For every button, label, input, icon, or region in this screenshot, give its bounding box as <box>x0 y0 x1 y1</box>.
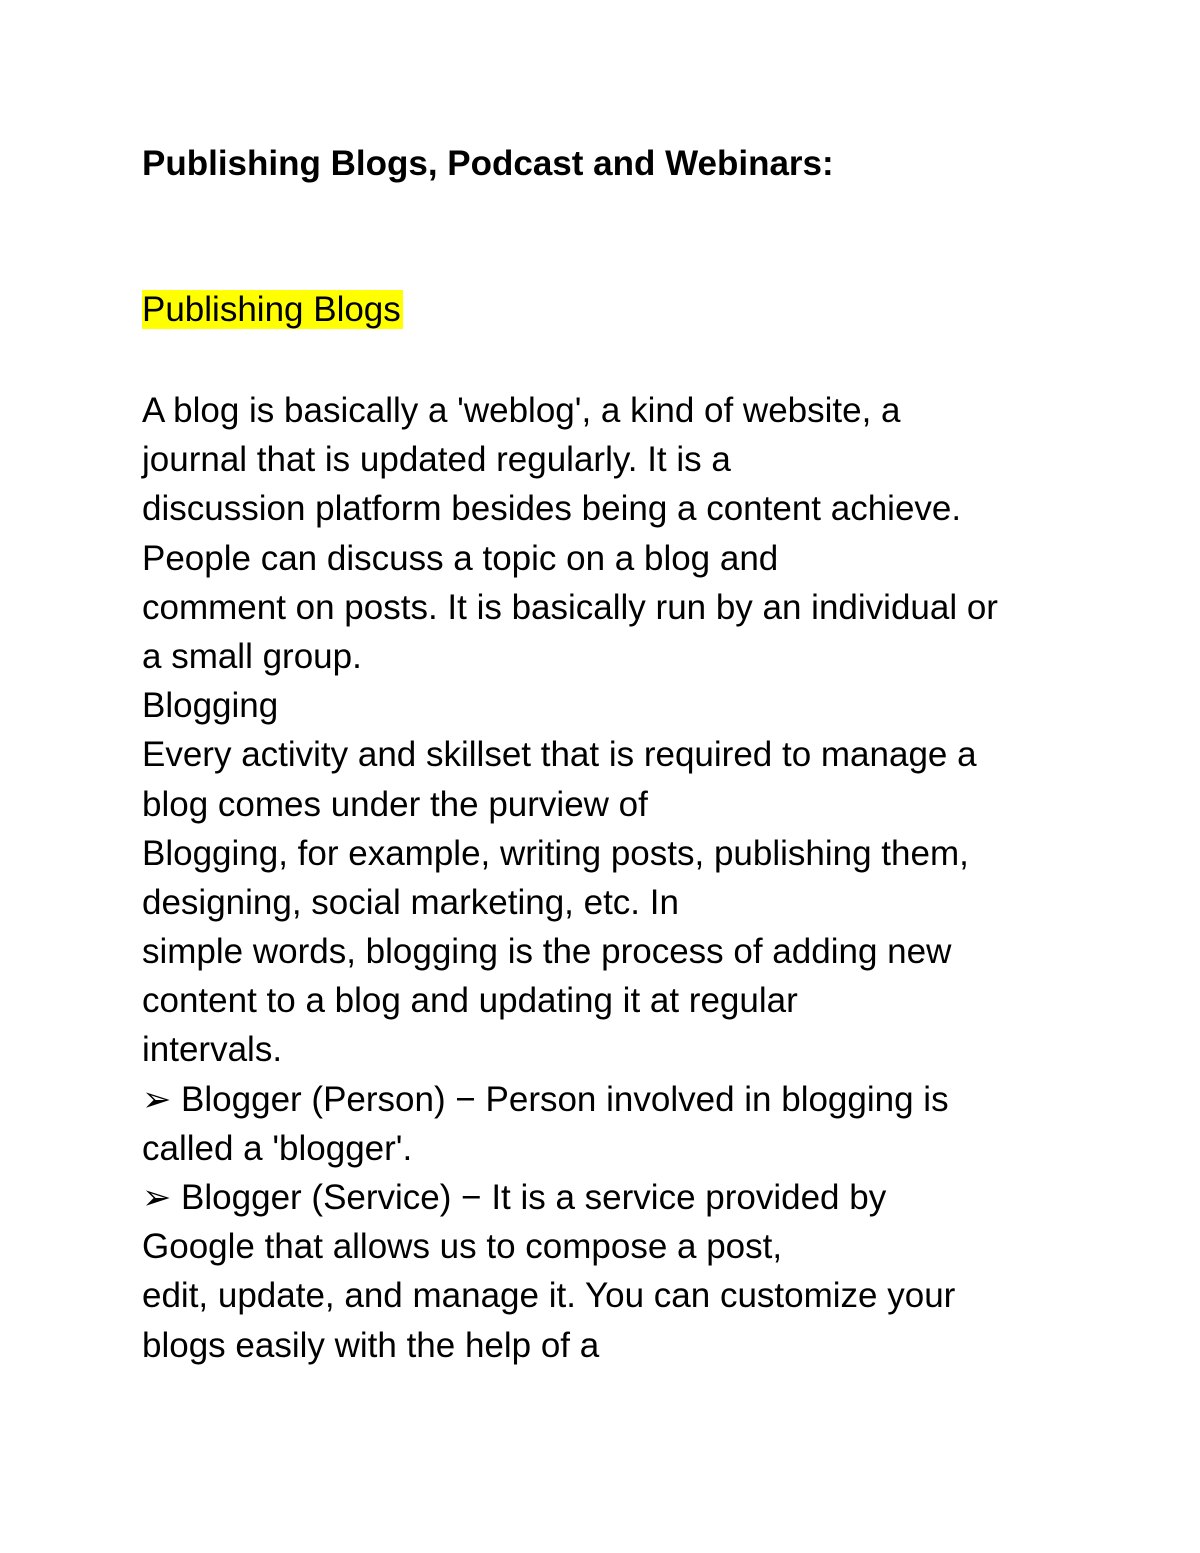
page-title: Publishing Blogs, Podcast and Webinars: <box>142 144 834 183</box>
text-line: called a 'blogger'. <box>142 1128 413 1168</box>
body-paragraph <box>142 386 1142 1370</box>
text-line: designing, social marketing, etc. In <box>142 882 679 922</box>
text-line: Blogging <box>142 686 279 726</box>
text-line: intervals. <box>142 1030 283 1070</box>
text-line: content to a blog and updating it at regular <box>142 981 798 1021</box>
text-line: Every activity and skillset that is required to manage a <box>142 735 977 775</box>
text-line: Blogging, for example, writing posts, publishing them, <box>142 833 969 873</box>
bullet-line: ➢ Blogger (Service) − It is a service provided by <box>142 1178 887 1217</box>
text-line: blogs easily with the help of a <box>142 1325 600 1365</box>
text-line: A blog is basically a 'weblog', a kind of website, a <box>142 391 901 430</box>
text-line: discussion platform besides being a content achieve. <box>142 489 962 529</box>
text-line: People can discuss a topic on a blog and <box>142 538 779 578</box>
text-line: Google that allows us to compose a post, <box>142 1227 783 1267</box>
text-line: a small group. <box>142 636 362 676</box>
text-line: journal that is updated regularly. It is a <box>142 440 731 480</box>
text-line: simple words, blogging is the process of adding new <box>142 932 952 972</box>
bullet-line: ➢ Blogger (Person) − Person involved in blogging is <box>142 1079 949 1119</box>
highlighted-heading-text: Publishing Blogs <box>142 290 401 329</box>
section-heading <box>142 287 403 333</box>
text-line: edit, update, and manage it. You can customize your <box>142 1276 956 1316</box>
text-line: blog comes under the purview of <box>142 784 648 824</box>
text-line: comment on posts. It is basically run by an individual or <box>142 587 998 627</box>
